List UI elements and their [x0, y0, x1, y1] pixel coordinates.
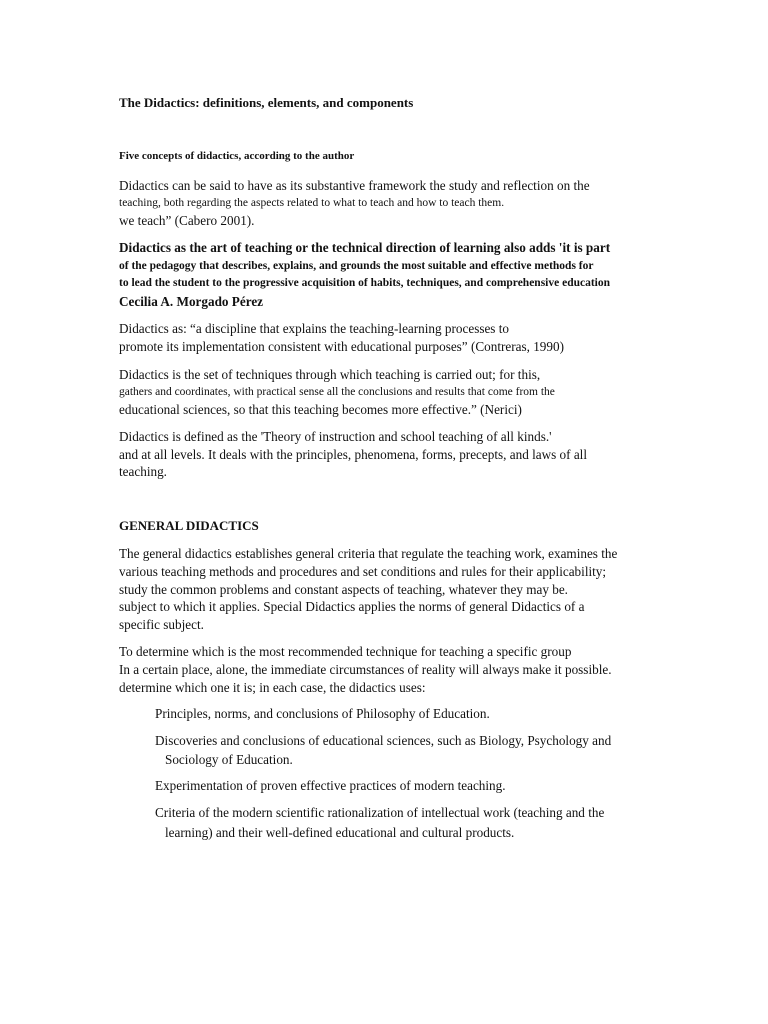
p3-line-1: Didactics as: “a discipline that explains the teaching-learning processes to — [119, 321, 509, 336]
p7-line-1: To determine which is the most recommended technique for teaching a specific group — [119, 644, 572, 659]
p6-line-4: subject to which it applies. Special Didactics applies the norms of general Didactics of a — [119, 599, 585, 614]
p1-line-3: we teach” (Cabero 2001). — [119, 213, 255, 228]
p7-line-3: determine which one it is; in each case, the didactics uses: — [119, 680, 426, 695]
document-title: The Didactics: definitions, elements, and components — [119, 95, 414, 110]
bullet-item-2-continuation: Sociology of Education. — [165, 752, 293, 767]
p6-line-5: specific subject. — [119, 617, 204, 632]
bullet-item-4 — [143, 803, 604, 822]
bullet-item-2 — [143, 731, 611, 750]
p4-line-3: educational sciences, so that this teaching becomes more effective.” (Nerici) — [119, 402, 522, 417]
bullet-item-4-continuation: learning) and their well-defined educational and cultural products. — [165, 825, 515, 840]
p2-author: Cecilia A. Morgado Pérez — [119, 294, 264, 309]
p5-line-2: and at all levels. It deals with the principles, phenomena, forms, precepts, and laws of all — [119, 447, 588, 462]
p6-line-1: The general didactics establishes general criteria that regulate the teaching work, examines the — [119, 546, 618, 561]
p2-line-1: Didactics as the art of teaching or the technical direction of learning also adds 'it is part — [119, 240, 611, 255]
bullet-text: Criteria of the modern scientific rationalization of intellectual work (teaching and the — [155, 805, 605, 820]
p1-line-2: teaching, both regarding the aspects related to what to teach and how to teach them. — [119, 197, 505, 209]
general-didactics-heading: GENERAL DIDACTICS — [119, 518, 259, 533]
p2-line-2: of the pedagogy that describes, explains, and grounds the most suitable and effective methods for — [119, 260, 594, 272]
bullet-text: Discoveries and conclusions of educational sciences, such as Biology, Psychology and — [155, 733, 612, 748]
p2-line-3: to lead the student to the progressive acquisition of habits, techniques, and comprehensive education — [119, 277, 611, 289]
p4-line-1: Didactics is the set of techniques through which teaching is carried out; for this, — [119, 367, 541, 382]
p7-line-2: In a certain place, alone, the immediate circumstances of reality will always make it possible. — [119, 662, 612, 677]
bullet-item-1 — [143, 704, 490, 723]
p5-line-1: Didactics is defined as the 'Theory of instruction and school teaching of all kinds.' — [119, 429, 552, 444]
p6-line-2: various teaching methods and procedures and set conditions and rules for their applicability; — [119, 564, 607, 579]
section-subtitle: Five concepts of didactics, according to the author — [119, 150, 355, 162]
p4-line-2: gathers and coordinates, with practical sense all the conclusions and results that come from the — [119, 386, 555, 398]
p5-line-3: teaching. — [119, 464, 167, 479]
bullet-text: Principles, norms, and conclusions of Philosophy of Education. — [155, 706, 490, 721]
p1-line-1: Didactics can be said to have as its substantive framework the study and reflection on the — [119, 178, 590, 193]
p6-line-3: study the common problems and constant aspects of teaching, whatever they may be. — [119, 582, 568, 597]
bullet-text: Experimentation of proven effective practices of modern teaching. — [155, 778, 506, 793]
p3-line-2: promote its implementation consistent with educational purposes” (Contreras, 1990) — [119, 339, 564, 354]
bullet-item-3 — [143, 776, 506, 795]
